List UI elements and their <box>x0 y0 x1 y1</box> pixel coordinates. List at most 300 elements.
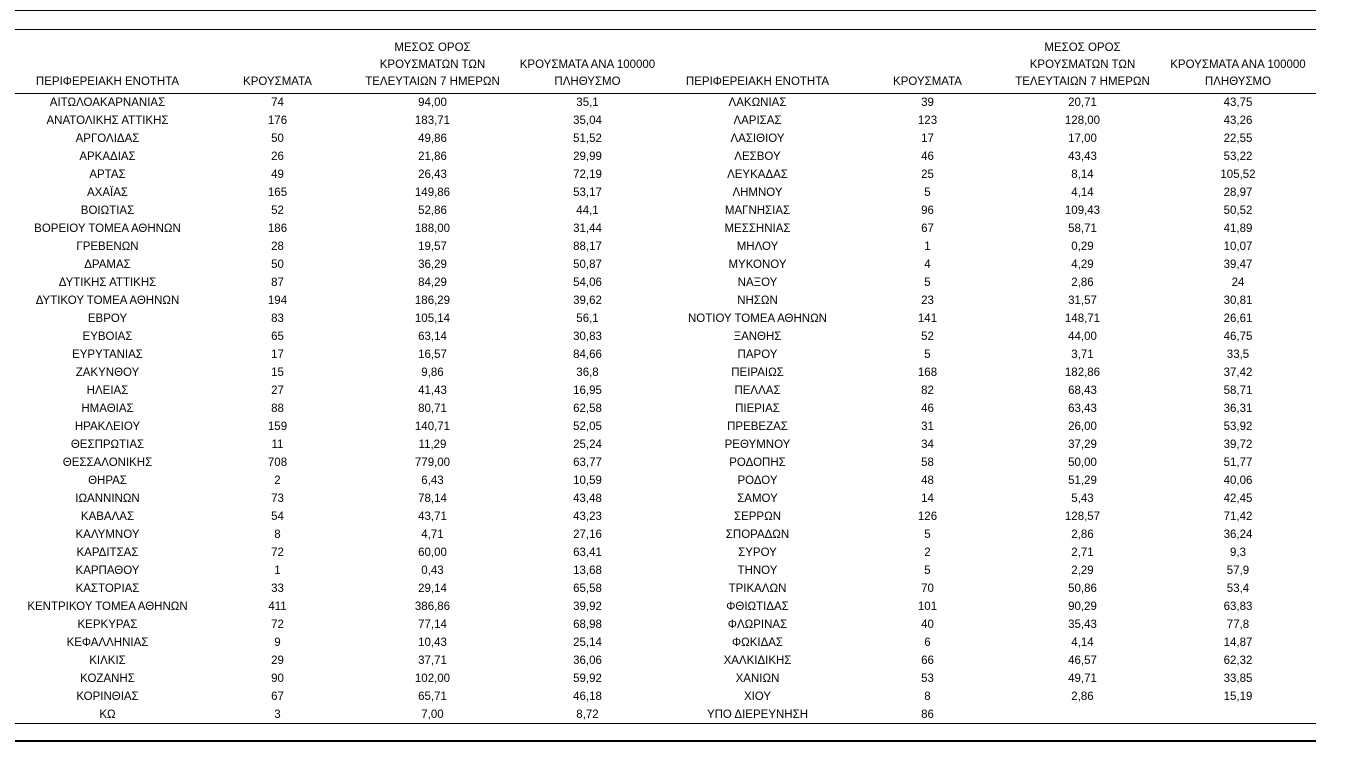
cell-region-left: ΚΕΦΑΛΛΗΝΙΑΣ <box>66 637 149 649</box>
cell-cases-left: 11 <box>271 439 284 451</box>
cell-per100k-right: 39,47 <box>1223 259 1253 271</box>
cell-cases-right: 6 <box>924 637 931 649</box>
cell-avg7-right: 17,00 <box>1068 133 1097 145</box>
cell-region-right: ΠΕΛΛΑΣ <box>734 385 781 397</box>
cell-per100k-left: 39,92 <box>573 601 602 613</box>
cell-avg7-left: 80,71 <box>418 403 447 415</box>
cell-per100k-left: 63,77 <box>573 457 602 469</box>
cell-avg7-right: 2,86 <box>1071 691 1094 703</box>
cell-region-left: ΚΟΡΙΝΘΙΑΣ <box>76 691 139 703</box>
cell-region-left: ΑΡΚΑΔΙΑΣ <box>79 151 136 163</box>
cell-cases-right: 2 <box>924 547 931 559</box>
cell-cases-left: 9 <box>274 637 281 649</box>
cell-region-left: ΓΡΕΒΕΝΩΝ <box>76 241 139 253</box>
cell-cases-right: 52 <box>921 331 934 343</box>
cell-per100k-right: 40,06 <box>1223 475 1253 487</box>
cell-avg7-right: 2,71 <box>1071 547 1094 559</box>
cell-per100k-right: 53,22 <box>1223 151 1253 163</box>
cell-per100k-left: 56,1 <box>576 313 599 325</box>
cell-avg7-left: 16,57 <box>418 349 447 361</box>
cell-per100k-left: 53,17 <box>573 187 602 199</box>
cell-per100k-left: 46,18 <box>573 691 602 703</box>
cell-region-right: ΜΗΛΟΥ <box>736 241 779 253</box>
cell-per100k-right: 14,87 <box>1223 637 1253 649</box>
cell-per100k-right: 30,81 <box>1223 295 1253 307</box>
cell-avg7-left: 149,86 <box>414 187 451 199</box>
table-row <box>15 436 1316 454</box>
cell-region-left: ΗΛΕΙΑΣ <box>86 385 129 397</box>
cell-avg7-left: 37,71 <box>418 655 447 667</box>
cell-avg7-right: 63,43 <box>1068 403 1097 415</box>
table-row <box>15 202 1316 220</box>
cell-avg7-right: 51,29 <box>1068 475 1097 487</box>
header-per100k-right: ΚΡΟΥΣΜΑΤΑ ΑΝΑ 100000 ΠΛΗΘΥΣΜΟ <box>1170 59 1306 88</box>
cell-cases-right: 126 <box>917 511 938 523</box>
cell-region-right: ΜΥΚΟΝΟΥ <box>728 259 787 271</box>
cell-per100k-left: 13,68 <box>573 565 602 577</box>
cell-avg7-right: 128,57 <box>1064 511 1101 523</box>
cell-region-right: ΛΑΣΙΘΙΟΥ <box>730 133 785 145</box>
cell-avg7-right: 5,43 <box>1071 493 1094 505</box>
cell-per100k-right: 9,3 <box>1230 547 1246 559</box>
cell-region-right: ΠΡΕΒΕΖΑΣ <box>727 421 788 433</box>
cell-per100k-left: 72,19 <box>573 169 602 181</box>
cell-cases-left: 159 <box>267 421 288 433</box>
cell-avg7-left: 77,14 <box>418 619 447 631</box>
cell-per100k-right: 36,24 <box>1223 529 1253 541</box>
cell-per100k-right: 58,71 <box>1223 385 1253 397</box>
cell-avg7-right: 109,43 <box>1064 205 1101 217</box>
cell-cases-left: 49 <box>271 169 284 181</box>
cell-region-right: ΦΛΩΡΙΝΑΣ <box>727 619 788 631</box>
cell-cases-right: 4 <box>924 259 931 271</box>
cell-region-left: ΚΑΡΔΙΤΣΑΣ <box>76 547 139 559</box>
cell-avg7-left: 63,14 <box>418 331 447 343</box>
cell-cases-left: 50 <box>271 259 284 271</box>
table-row <box>15 544 1316 562</box>
cell-region-right: ΧΙΟΥ <box>743 691 772 703</box>
cell-per100k-left: 59,92 <box>573 673 602 685</box>
cell-cases-left: 2 <box>274 475 281 487</box>
cell-per100k-right: 46,75 <box>1223 331 1253 343</box>
cell-cases-left: 88 <box>271 403 284 415</box>
cell-avg7-left: 140,71 <box>414 421 451 433</box>
cell-per100k-left: 8,72 <box>576 709 599 721</box>
cell-cases-right: 17 <box>921 133 934 145</box>
cell-cases-left: 186 <box>267 223 288 235</box>
cell-cases-right: 123 <box>917 115 938 127</box>
cell-region-right: ΡΕΘΥΜΝΟΥ <box>724 439 791 451</box>
table-row <box>15 616 1316 634</box>
cell-avg7-right: 2,86 <box>1071 277 1094 289</box>
cell-per100k-right: 63,83 <box>1223 601 1253 613</box>
cell-region-left: ΚΑΒΑΛΑΣ <box>80 511 135 523</box>
cell-avg7-right: 35,43 <box>1068 619 1097 631</box>
cell-cases-left: 15 <box>271 367 284 379</box>
table-row <box>15 652 1316 670</box>
cell-cases-right: 5 <box>924 349 931 361</box>
cell-per100k-right: 105,52 <box>1220 169 1256 181</box>
cell-avg7-left: 186,29 <box>414 295 451 307</box>
cell-avg7-left: 26,43 <box>418 169 447 181</box>
cell-cases-right: 5 <box>924 277 931 289</box>
cell-avg7-left: 183,71 <box>414 115 451 127</box>
cell-region-left: ΗΜΑΘΙΑΣ <box>81 403 134 415</box>
cell-avg7-left: 188,00 <box>414 223 451 235</box>
cell-per100k-left: 35,1 <box>576 97 599 109</box>
cell-cases-right: 46 <box>921 151 934 163</box>
table-row <box>15 562 1316 580</box>
cell-cases-right: 48 <box>921 475 934 487</box>
cell-region-left: ΗΡΑΚΛΕΙΟΥ <box>74 421 141 433</box>
cell-cases-left: 52 <box>271 205 284 217</box>
cell-region-left: ΔΥΤΙΚΟΥ ΤΟΜΕΑ ΑΘΗΝΩΝ <box>35 295 180 307</box>
cell-per100k-left: 35,04 <box>573 115 602 127</box>
cell-region-right: ΜΕΣΣΗΝΙΑΣ <box>724 223 791 235</box>
cell-per100k-right: 15,19 <box>1223 691 1253 703</box>
cell-per100k-right: 43,75 <box>1223 97 1253 109</box>
header-avg7-left: ΜΕΣΟΣ ΟΡΟΣ ΚΡΟΥΣΜΑΤΩΝ ΤΩΝ ΤΕΛΕΥΤΑΙΩΝ 7 ΗΜΕΡΩΝ <box>365 42 500 88</box>
cell-per100k-left: 63,41 <box>573 547 602 559</box>
table-row <box>15 130 1316 148</box>
cell-cases-right: 53 <box>921 673 934 685</box>
header-top-rule <box>15 29 1316 30</box>
cell-avg7-left: 7,00 <box>421 709 444 721</box>
cell-region-left: ΔΡΑΜΑΣ <box>84 259 131 271</box>
cell-per100k-left: 29,99 <box>573 151 602 163</box>
cell-per100k-right: 51,77 <box>1223 457 1253 469</box>
cell-avg7-left: 94,00 <box>418 97 447 109</box>
cell-avg7-right: 31,57 <box>1068 295 1097 307</box>
cell-cases-right: 5 <box>924 565 931 577</box>
cell-avg7-left: 52,86 <box>418 205 447 217</box>
cell-region-left: ΘΕΣΠΡΩΤΙΑΣ <box>70 439 145 451</box>
cell-cases-right: 46 <box>921 403 934 415</box>
cell-region-right: ΤΗΝΟΥ <box>737 565 778 577</box>
cell-region-right: ΛΕΣΒΟΥ <box>734 151 781 163</box>
cell-cases-left: 194 <box>267 295 288 307</box>
cell-per100k-left: 62,58 <box>573 403 602 415</box>
cell-avg7-left: 102,00 <box>414 673 451 685</box>
header-row <box>15 40 1316 92</box>
cell-cases-right: 5 <box>924 187 931 199</box>
cell-cases-left: 87 <box>271 277 284 289</box>
cell-cases-right: 25 <box>921 169 934 181</box>
cell-cases-right: 67 <box>921 223 934 235</box>
cell-region-right: ΝΟΤΙΟΥ ΤΟΜΕΑ ΑΘΗΝΩΝ <box>688 313 827 325</box>
table-row <box>15 256 1316 274</box>
cell-region-left: ΙΩΑΝΝΙΝΩΝ <box>75 493 140 505</box>
cell-per100k-right: 57,9 <box>1226 565 1250 577</box>
cell-cases-left: 3 <box>274 709 281 721</box>
cell-region-right: ΦΩΚΙΔΑΣ <box>731 637 784 649</box>
cell-avg7-left: 29,14 <box>418 583 447 595</box>
cell-avg7-left: 49,86 <box>418 133 447 145</box>
table-row <box>15 472 1316 490</box>
table-row <box>15 292 1316 310</box>
cell-per100k-left: 43,48 <box>573 493 602 505</box>
cell-cases-left: 29 <box>271 655 284 667</box>
cell-per100k-left: 43,23 <box>573 511 602 523</box>
table-row <box>15 148 1316 166</box>
cell-avg7-right: 20,71 <box>1068 97 1097 109</box>
cell-per100k-left: 36,8 <box>576 367 599 379</box>
header-cases-left: ΚΡΟΥΣΜΑΤΑ <box>243 76 312 88</box>
cell-cases-right: 34 <box>921 439 934 451</box>
cell-region-right: ΣΑΜΟΥ <box>737 493 778 505</box>
cell-region-left: ΘΕΣΣΑΛΟΝΙΚΗΣ <box>62 457 153 469</box>
cell-avg7-left: 84,29 <box>418 277 447 289</box>
cell-avg7-right: 68,43 <box>1068 385 1097 397</box>
cell-region-left: ΖΑΚΥΝΘΟΥ <box>75 367 140 379</box>
table-row <box>15 238 1316 256</box>
cell-per100k-right: 36,31 <box>1223 403 1253 415</box>
cell-cases-right: 66 <box>921 655 934 667</box>
cell-cases-left: 72 <box>271 547 284 559</box>
table-row <box>15 92 1316 112</box>
cell-per100k-left: 84,66 <box>573 349 602 361</box>
cell-region-right: ΣΥΡΟΥ <box>738 547 777 559</box>
cell-per100k-left: 52,05 <box>573 421 602 433</box>
cell-per100k-left: 54,06 <box>573 277 602 289</box>
table-row <box>15 526 1316 544</box>
cell-region-right: ΥΠΟ ΔΙΕΡΕΥΝΗΣΗ <box>706 709 809 721</box>
cell-region-left: ΚΟΖΑΝΗΣ <box>80 673 135 685</box>
cell-region-right: ΝΑΞΟΥ <box>737 277 778 289</box>
cell-region-right: ΡΟΔΟΠΗΣ <box>729 457 786 469</box>
cell-avg7-right: 4,14 <box>1071 637 1094 649</box>
cell-region-left: ΚΕΡΚΥΡΑΣ <box>77 619 138 631</box>
cell-avg7-right: 37,29 <box>1068 439 1097 451</box>
cell-region-right: ΦΘΙΩΤΙΔΑΣ <box>726 601 789 613</box>
cell-avg7-right: 2,86 <box>1071 529 1094 541</box>
cell-region-left: ΑΡΓΟΛΙΔΑΣ <box>75 133 140 145</box>
cell-cases-left: 708 <box>267 457 288 469</box>
cell-cases-left: 65 <box>271 331 284 343</box>
cell-per100k-right: 53,4 <box>1226 583 1250 595</box>
cell-per100k-right: 33,5 <box>1226 349 1250 361</box>
cell-cases-right: 70 <box>921 583 934 595</box>
cell-avg7-left: 9,86 <box>421 367 444 379</box>
cell-cases-left: 54 <box>271 511 284 523</box>
cell-region-left: ΒΟΙΩΤΙΑΣ <box>80 205 135 217</box>
cell-per100k-left: 50,87 <box>573 259 602 271</box>
cell-region-left: ΚΑΡΠΑΘΟΥ <box>75 565 140 577</box>
table-row <box>15 328 1316 346</box>
cell-per100k-right: 39,72 <box>1223 439 1253 451</box>
header-region-left: ΠΕΡΙΦΕΡΕΙΑΚΗ ΕΝΟΤΗΤΑ <box>35 76 180 88</box>
cell-avg7-right: 50,86 <box>1068 583 1097 595</box>
table-row <box>15 634 1316 652</box>
cell-avg7-left: 4,71 <box>421 529 444 541</box>
table-row <box>15 688 1316 706</box>
cell-cases-left: 33 <box>271 583 284 595</box>
cell-avg7-right: 50,00 <box>1068 457 1097 469</box>
table-row <box>15 418 1316 436</box>
table-row <box>15 274 1316 292</box>
cell-avg7-left: 6,43 <box>421 475 444 487</box>
cell-region-left: ΕΥΡΥΤΑΝΙΑΣ <box>72 349 143 361</box>
cell-per100k-left: 30,83 <box>573 331 602 343</box>
cell-region-right: ΝΗΣΩΝ <box>737 295 778 307</box>
cell-per100k-left: 36,06 <box>573 655 602 667</box>
table-row <box>15 346 1316 364</box>
cell-cases-right: 1 <box>924 241 931 253</box>
table-row <box>15 382 1316 400</box>
cell-cases-left: 26 <box>271 151 284 163</box>
cell-region-right: ΧΑΛΚΙΔΙΚΗΣ <box>723 655 792 667</box>
cell-avg7-right: 44,00 <box>1068 331 1097 343</box>
cell-region-left: ΕΥΒΟΙΑΣ <box>82 331 133 343</box>
cell-region-left: ΒΟΡΕΙΟΥ ΤΟΜΕΑ ΑΘΗΝΩΝ <box>34 223 181 235</box>
cell-avg7-left: 41,43 <box>418 385 447 397</box>
cell-per100k-left: 27,16 <box>573 529 602 541</box>
cell-per100k-left: 88,17 <box>573 241 602 253</box>
cell-cases-left: 74 <box>271 97 284 109</box>
header-avg7-right: ΜΕΣΟΣ ΟΡΟΣ ΚΡΟΥΣΜΑΤΩΝ ΤΩΝ ΤΕΛΕΥΤΑΙΩΝ 7 ΗΜΕΡΩΝ <box>1015 42 1150 88</box>
cell-per100k-right: 71,42 <box>1223 511 1253 523</box>
cell-per100k-left: 10,59 <box>573 475 602 487</box>
cell-avg7-left: 43,71 <box>418 511 447 523</box>
cell-cases-right: 8 <box>924 691 931 703</box>
cell-per100k-left: 16,95 <box>573 385 602 397</box>
table-row <box>15 580 1316 598</box>
cell-per100k-right: 33,85 <box>1223 673 1253 685</box>
cell-region-left: ΑΙΤΩΛΟΑΚΑΡΝΑΝΙΑΣ <box>49 97 166 109</box>
cell-avg7-right: 128,00 <box>1064 115 1101 127</box>
cell-region-right: ΣΠΟΡΑΔΩΝ <box>725 529 790 541</box>
table-row <box>15 184 1316 202</box>
cell-avg7-right: 182,86 <box>1064 367 1101 379</box>
cell-cases-left: 8 <box>274 529 281 541</box>
cell-avg7-right: 46,57 <box>1068 655 1097 667</box>
cell-region-left: ΔΥΤΙΚΗΣ ΑΤΤΙΚΗΣ <box>58 277 157 289</box>
cell-cases-right: 96 <box>921 205 934 217</box>
cell-cases-right: 23 <box>921 295 934 307</box>
cell-avg7-left: 386,86 <box>414 601 451 613</box>
cell-per100k-left: 44,1 <box>576 205 599 217</box>
cell-cases-left: 72 <box>271 619 284 631</box>
cell-per100k-right: 41,89 <box>1223 223 1253 235</box>
cell-avg7-left: 105,14 <box>414 313 451 325</box>
cell-cases-right: 168 <box>917 367 938 379</box>
cell-per100k-right: 50,52 <box>1223 205 1253 217</box>
table-row <box>15 490 1316 508</box>
cell-region-left: ΑΝΑΤΟΛΙΚΗΣ ΑΤΤΙΚΗΣ <box>46 115 169 127</box>
cell-per100k-right: 22,55 <box>1223 133 1253 145</box>
cell-avg7-left: 60,00 <box>418 547 447 559</box>
cell-cases-right: 39 <box>921 97 934 109</box>
cell-cases-right: 141 <box>917 313 938 325</box>
table-row <box>15 670 1316 688</box>
cell-region-right: ΠΙΕΡΙΑΣ <box>735 403 780 415</box>
cell-cases-right: 40 <box>921 619 934 631</box>
cell-cases-right: 86 <box>921 709 934 721</box>
cell-cases-left: 176 <box>267 115 288 127</box>
cell-avg7-right: 58,71 <box>1068 223 1097 235</box>
cell-per100k-right <box>1160 706 1316 724</box>
cell-cases-left: 90 <box>271 673 284 685</box>
cell-avg7-left: 0,43 <box>421 565 444 577</box>
cell-per100k-right: 42,45 <box>1223 493 1253 505</box>
table-row <box>15 310 1316 328</box>
cell-per100k-right: 24 <box>1231 277 1245 289</box>
cell-per100k-left: 31,44 <box>573 223 602 235</box>
cell-cases-left: 73 <box>271 493 284 505</box>
cell-cases-left: 67 <box>271 691 284 703</box>
table-row <box>15 364 1316 382</box>
cell-region-right: ΣΕΡΡΩΝ <box>733 511 782 523</box>
cell-avg7-right: 49,71 <box>1068 673 1097 685</box>
cell-cases-left: 50 <box>271 133 284 145</box>
cell-per100k-right: 37,42 <box>1223 367 1253 379</box>
cell-per100k-right: 28,97 <box>1223 187 1253 199</box>
cell-avg7-left: 78,14 <box>418 493 447 505</box>
header-region-right: ΠΕΡΙΦΕΡΕΙΑΚΗ ΕΝΟΤΗΤΑ <box>685 76 830 88</box>
cell-avg7-left: 21,86 <box>418 151 447 163</box>
table-row <box>15 220 1316 238</box>
cell-region-right: ΛΑΡΙΣΑΣ <box>733 115 782 127</box>
cell-region-left: ΚΙΛΚΙΣ <box>89 655 126 667</box>
cell-region-right: ΠΑΡΟΥ <box>737 349 778 361</box>
cell-avg7-right: 26,00 <box>1068 421 1097 433</box>
cell-region-left: ΚΕΝΤΡΙΚΟΥ ΤΟΜΕΑ ΑΘΗΝΩΝ <box>27 601 188 613</box>
cell-per100k-right: 10,07 <box>1223 241 1253 253</box>
cell-cases-right: 14 <box>921 493 934 505</box>
table-row <box>15 400 1316 418</box>
top-rule <box>15 10 1316 11</box>
cell-per100k-right: 77,8 <box>1226 619 1250 631</box>
cell-region-left: ΕΒΡΟΥ <box>87 313 128 325</box>
cell-avg7-right: 90,29 <box>1068 601 1097 613</box>
cell-per100k-right: 62,32 <box>1223 655 1253 667</box>
table-row <box>15 706 1316 724</box>
cell-per100k-left: 25,14 <box>573 637 602 649</box>
cell-cases-right: 31 <box>921 421 934 433</box>
table-row <box>15 508 1316 526</box>
cell-cases-left: 165 <box>267 187 288 199</box>
cell-avg7-right: 3,71 <box>1071 349 1094 361</box>
cell-avg7-right: 2,29 <box>1071 565 1094 577</box>
cell-avg7-left: 10,43 <box>418 637 447 649</box>
cell-avg7-left: 11,29 <box>418 439 447 451</box>
bottom-rule <box>15 740 1316 742</box>
cell-region-right: ΞΑΝΘΗΣ <box>733 331 782 343</box>
cell-cases-right: 82 <box>921 385 934 397</box>
cell-avg7-right: 4,14 <box>1071 187 1094 199</box>
table-row <box>15 598 1316 616</box>
cell-cases-left: 1 <box>274 565 281 577</box>
cell-region-right: ΛΑΚΩΝΙΑΣ <box>728 97 787 109</box>
cell-avg7-right: 148,71 <box>1064 313 1101 325</box>
cell-avg7-left: 779,00 <box>414 457 451 469</box>
cell-per100k-left: 65,58 <box>573 583 602 595</box>
cell-region-left: ΘΗΡΑΣ <box>88 475 127 487</box>
cell-region-left: ΑΧΑΪΑΣ <box>87 187 128 199</box>
cell-cases-left: 28 <box>271 241 284 253</box>
cell-region-right: ΧΑΝΙΩΝ <box>735 673 780 685</box>
cell-per100k-left: 51,52 <box>573 133 602 145</box>
cell-per100k-left: 39,62 <box>573 295 602 307</box>
cell-avg7-right: 8,14 <box>1071 169 1094 181</box>
cell-per100k-left: 25,24 <box>573 439 602 451</box>
header-per100k-left: ΚΡΟΥΣΜΑΤΑ ΑΝΑ 100000 ΠΛΗΘΥΣΜΟ <box>519 59 656 88</box>
cell-region-left: ΚΑΣΤΟΡΙΑΣ <box>75 583 140 595</box>
table-body <box>15 92 1316 724</box>
cell-cases-left: 17 <box>271 349 284 361</box>
table-row <box>15 454 1316 472</box>
cell-avg7-right <box>1005 706 1160 724</box>
